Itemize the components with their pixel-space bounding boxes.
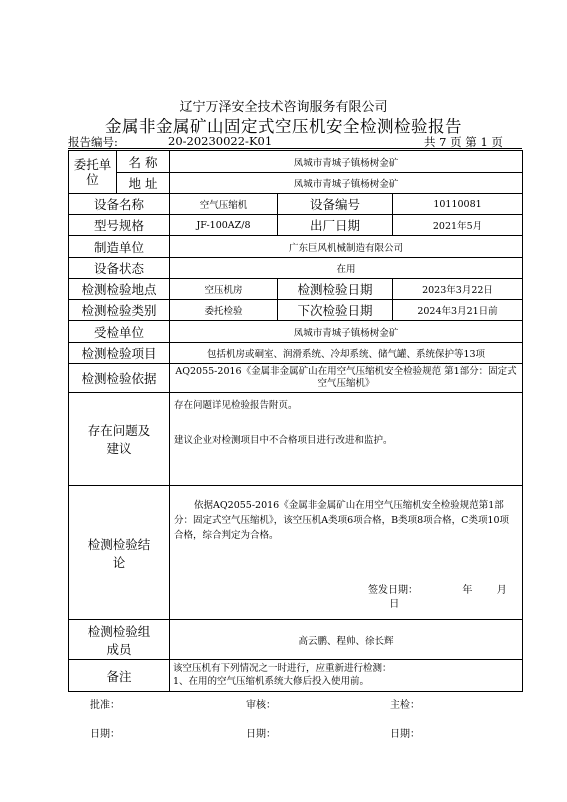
review-label: 审核： <box>246 700 276 711</box>
report-number: 20-20230022-K01 <box>168 134 273 148</box>
issues-line-2: 建议企业对检测项目中不合格项目进行改进和监护。 <box>174 435 393 447</box>
manufacture-date-value: 2021年5月 <box>393 215 523 236</box>
issues-line-1: 存在问题详见检验报告附页。 <box>174 400 298 411</box>
client-name-value: 凤城市青城子镇杨树金矿 <box>170 151 523 173</box>
device-model-row <box>69 215 523 236</box>
remark-content <box>170 660 523 692</box>
inspection-basis-row <box>69 364 523 393</box>
team-label: 检测检验组成员 <box>69 620 170 660</box>
device-model-label: 型号规格 <box>69 215 170 236</box>
team-members: 高云鹏、程帅、徐长辉 <box>170 620 523 660</box>
report-title: 金属非金属矿山固定式空压机安全检测检验报告 <box>105 117 462 136</box>
inspected-unit-value: 凤城市青城子镇杨树金矿 <box>170 321 523 343</box>
client-label: 委托单位 <box>69 151 117 194</box>
inspector-label: 主检： <box>390 700 420 711</box>
client-address-value: 凤城市青城子镇杨树金矿 <box>170 173 523 194</box>
issues-content <box>170 393 523 486</box>
review-date-label: 日期： <box>246 729 276 740</box>
maker-row <box>69 236 523 258</box>
inspector-date-label: 日期： <box>390 729 420 740</box>
team-row <box>69 620 523 660</box>
issue-date-year: 年 <box>462 585 473 596</box>
inspection-type-row <box>69 300 523 321</box>
conclusion-label: 检测检验结论 <box>69 486 170 620</box>
device-code-label: 设备编号 <box>278 194 393 215</box>
inspection-date-label: 检测检验日期 <box>278 279 393 300</box>
inspection-basis-label: 检测检验依据 <box>69 364 170 393</box>
client-address-row <box>69 173 523 194</box>
issue-date-label: 签发日期： <box>368 585 418 596</box>
remark-line-2: 1、在用的空气压缩机系统大修后投入使用前。 <box>173 675 370 687</box>
company-name: 辽宁万泽安全技术咨询服务有限公司 <box>179 100 388 115</box>
inspection-items-row <box>69 343 523 364</box>
page-count: 共 7 页 第 1 页 <box>424 135 503 149</box>
issues-label: 存在问题及建议 <box>69 393 170 486</box>
report-number-label: 报告编号: <box>68 135 118 149</box>
maker-value: 广东巨风机械制造有限公司 <box>170 236 523 258</box>
remark-line-1: 该空压机有下列情况之一时进行，应重新进行检测： <box>173 662 392 674</box>
report-table <box>68 150 523 692</box>
inspection-place-label: 检测检验地点 <box>69 279 170 300</box>
inspection-type-label: 检测检验类别 <box>69 300 170 321</box>
inspection-date-value: 2023年3月22日 <box>393 279 523 300</box>
next-inspection-value: 2024年3月21日前 <box>393 300 523 321</box>
status-row <box>69 258 523 279</box>
client-name-label: 名 称 <box>117 151 170 173</box>
device-name-value: 空气压缩机 <box>170 194 278 215</box>
remark-label: 备注 <box>69 660 170 692</box>
device-name-label: 设备名称 <box>69 194 170 215</box>
maker-label: 制造单位 <box>69 236 170 258</box>
issue-date-day: 日 <box>389 599 400 610</box>
status-label: 设备状态 <box>69 258 170 279</box>
inspection-place-value: 空压机房 <box>170 279 278 300</box>
next-inspection-label: 下次检验日期 <box>278 300 393 321</box>
header-divider <box>68 148 522 149</box>
approve-date-label: 日期： <box>90 729 120 740</box>
inspection-type-value: 委托检验 <box>170 300 278 321</box>
inspected-unit-label: 受检单位 <box>69 321 170 343</box>
conclusion-content <box>170 486 523 620</box>
device-code-value: 10110081 <box>393 194 523 215</box>
remark-row <box>69 660 523 692</box>
client-name-row <box>69 151 523 173</box>
device-model-value: JF-100AZ/8 <box>170 215 278 236</box>
approve-label: 批准： <box>90 700 120 711</box>
inspected-unit-row <box>69 321 523 343</box>
conclusion-text: 依据AQ2055-2016《金属非金属矿山在用空气压缩机安全检验规范第1部分：固定式空气压缩机》，该空压机A类项6项合格，B类项8项合格，C类项10项合格，综合判定为合格。 <box>174 500 510 542</box>
issue-date <box>368 584 522 612</box>
status-value: 在用 <box>170 258 523 279</box>
device-name-row <box>69 194 523 215</box>
client-address-label: 地 址 <box>117 173 170 194</box>
inspection-items-value: 包括机房或硐室、润滑系统、冷却系统、储气罐、系统保护等13项 <box>170 343 523 364</box>
inspection-basis-value: AQ2055-2016《金属非金属矿山在用空气压缩机安全检验规范 第1部分：固定式空气压缩机》 <box>170 364 523 393</box>
conclusion-row <box>69 486 523 620</box>
issue-date-month: 月 <box>496 585 507 596</box>
issues-row <box>69 393 523 486</box>
manufacture-date-label: 出厂日期 <box>278 215 393 236</box>
inspection-items-label: 检测检验项目 <box>69 343 170 364</box>
inspection-place-row <box>69 279 523 300</box>
